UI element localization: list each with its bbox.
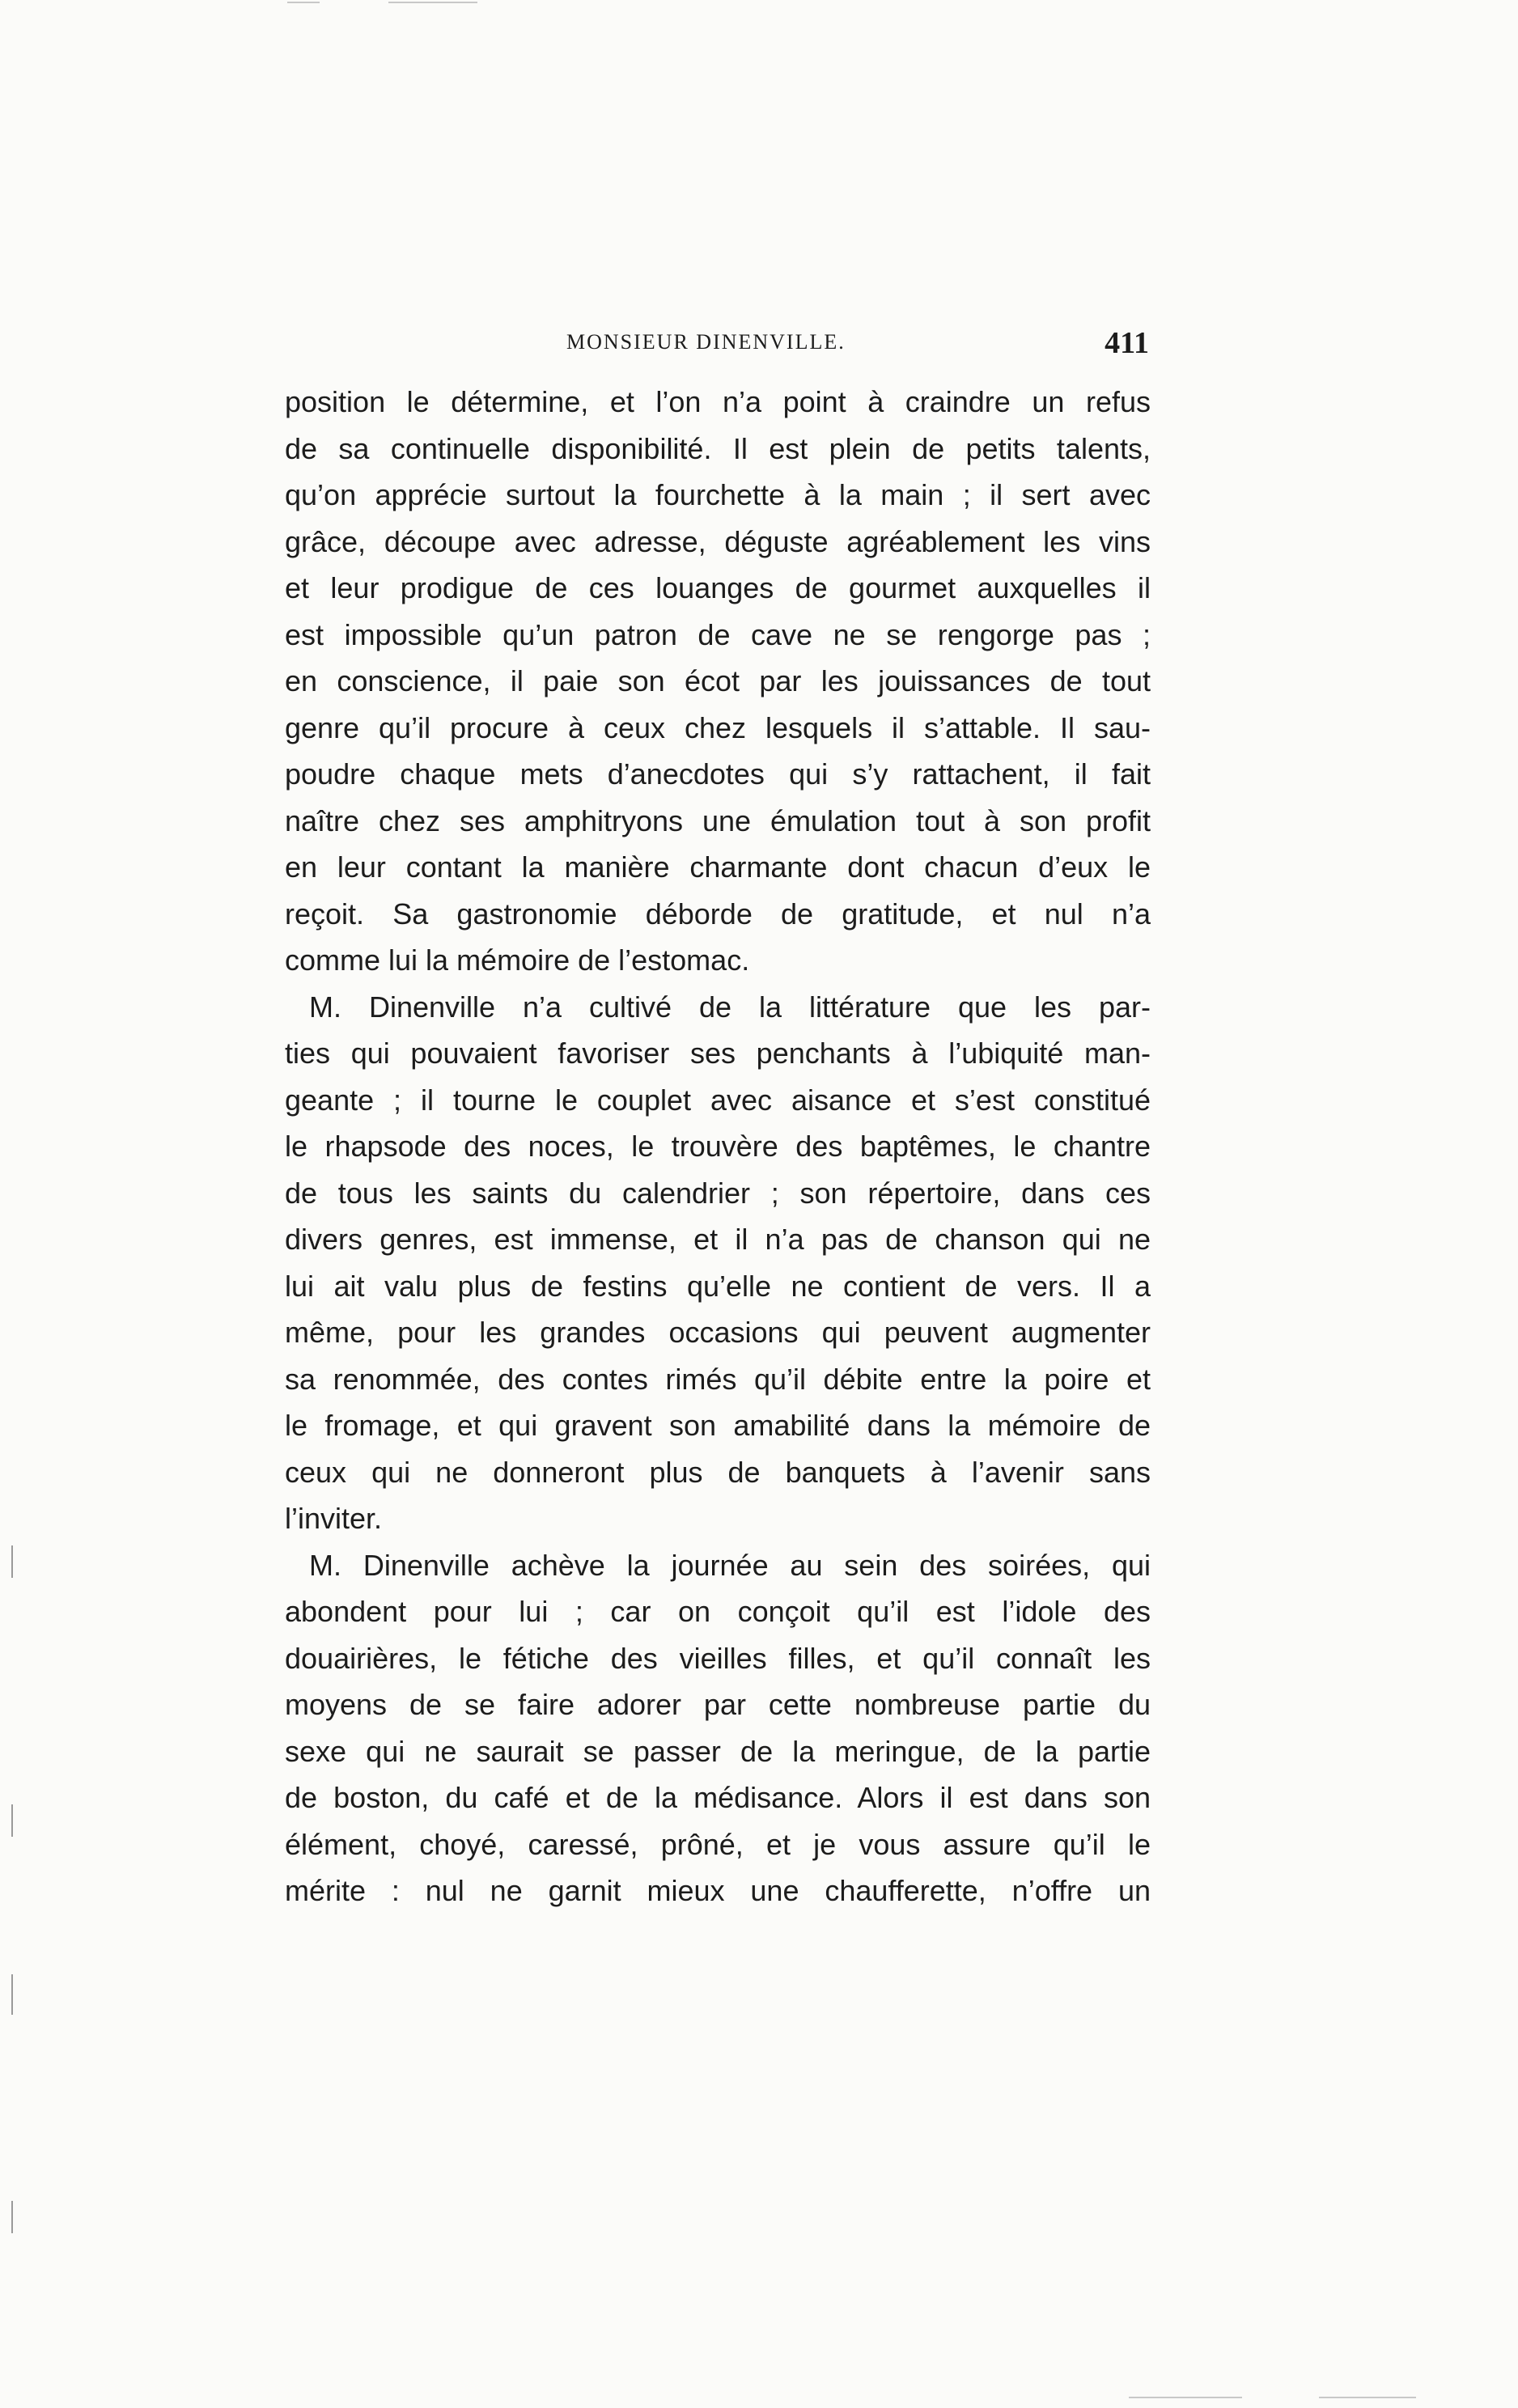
text-line: abondent pour lui ; car on conçoit qu’il est l’idole des bbox=[285, 1595, 1151, 1628]
scan-edge-mark bbox=[1319, 2397, 1416, 2398]
scan-edge-mark bbox=[388, 2, 477, 3]
text-line: de sa continuelle disponibilité. Il est plein de petits talents, bbox=[285, 431, 1151, 465]
text-line: naître chez ses amphitryons une émulation tout à son profit bbox=[285, 803, 1151, 837]
text-line: le rhapsode des noces, le trouvère des baptêmes, le chantre bbox=[285, 1130, 1151, 1163]
text-line: ceux qui ne donneront plus de banquets à l’avenir sans bbox=[285, 1455, 1151, 1489]
text-line: ties qui pouvaient favoriser ses penchants à l’ubiquité man- bbox=[285, 1037, 1151, 1070]
scan-edge-mark bbox=[11, 2201, 13, 2233]
text-line: qu’on apprécie surtout la fourchette à la main ; il sert avec bbox=[285, 478, 1151, 511]
text-line: le fromage, et qui gravent son amabilité dans la mémoire de bbox=[285, 1409, 1151, 1442]
scan-edge-mark bbox=[11, 1545, 13, 1578]
scan-edge-mark bbox=[1129, 2397, 1242, 2398]
text-line: l’inviter. bbox=[285, 1502, 383, 1535]
text-line: sexe qui ne saurait se passer de la meringue, de la partie bbox=[285, 1734, 1151, 1768]
text-line: M. Dinenville n’a cultivé de la littérature que les par- bbox=[309, 990, 1151, 1024]
paragraph bbox=[285, 379, 1151, 984]
text-line: est impossible qu’un patron de cave ne se rengorge pas ; bbox=[285, 617, 1151, 651]
text-line: genre qu’il procure à ceux chez lesquels il s’attable. Il sau- bbox=[285, 710, 1151, 744]
text-line: lui ait valu plus de festins qu’elle ne contient de vers. Il a bbox=[285, 1269, 1151, 1303]
running-head bbox=[283, 326, 1149, 371]
paragraph bbox=[285, 1542, 1151, 1914]
text-line: divers genres, est immense, et il n’a pas de chanson qui ne bbox=[285, 1223, 1151, 1256]
text-line: en leur contant la manière charmante dont chacun d’eux le bbox=[285, 850, 1151, 884]
text-line: et leur prodigue de ces louanges de gourmet auxquelles il bbox=[285, 571, 1151, 604]
text-line: de tous les saints du calendrier ; son répertoire, dans ces bbox=[285, 1176, 1151, 1210]
text-line: élément, choyé, caressé, prôné, et je vous assure qu’il le bbox=[285, 1827, 1151, 1861]
text-line: geante ; il tourne le couplet avec aisance et s’est constitué bbox=[285, 1083, 1151, 1117]
text-line: de boston, du café et de la médisance. Alors il est dans son bbox=[285, 1781, 1151, 1814]
text-line: comme lui la mémoire de l’estomac. bbox=[285, 943, 750, 977]
text-line: sa renommée, des contes rimés qu’il débite entre la poire et bbox=[285, 1362, 1151, 1396]
text-line: douairières, le fétiche des vieilles filles, et qu’il connaît les bbox=[285, 1641, 1151, 1675]
body-text bbox=[285, 379, 1151, 1914]
text-line: reçoit. Sa gastronomie déborde de gratitude, et nul n’a bbox=[285, 897, 1151, 931]
text-line: position le détermine, et l’on n’a point à craindre un refus bbox=[285, 385, 1151, 418]
text-line: grâce, découpe avec adresse, déguste agréablement les vins bbox=[285, 524, 1151, 558]
scan-edge-mark bbox=[287, 2, 320, 3]
paragraph bbox=[285, 984, 1151, 1542]
scan-edge-mark bbox=[11, 1974, 13, 2015]
text-line: en conscience, il paie son écot par les jouissances de tout bbox=[285, 664, 1151, 697]
text-line: M. Dinenville achève la journée au sein des soirées, qui bbox=[309, 1548, 1151, 1582]
page-number: 411 bbox=[1105, 326, 1149, 360]
text-line: poudre chaque mets d’anecdotes qui s’y rattachent, il fait bbox=[285, 757, 1151, 791]
text-line: mérite : nul ne garnit mieux une chaufferette, n’offre un bbox=[285, 1874, 1151, 1907]
text-line: moyens de se faire adorer par cette nombreuse partie du bbox=[285, 1688, 1151, 1721]
scan-edge-mark bbox=[11, 1804, 13, 1837]
text-line: même, pour les grandes occasions qui peuvent augmenter bbox=[285, 1316, 1151, 1349]
running-title: MONSIEUR DINENVILLE. bbox=[566, 330, 846, 354]
